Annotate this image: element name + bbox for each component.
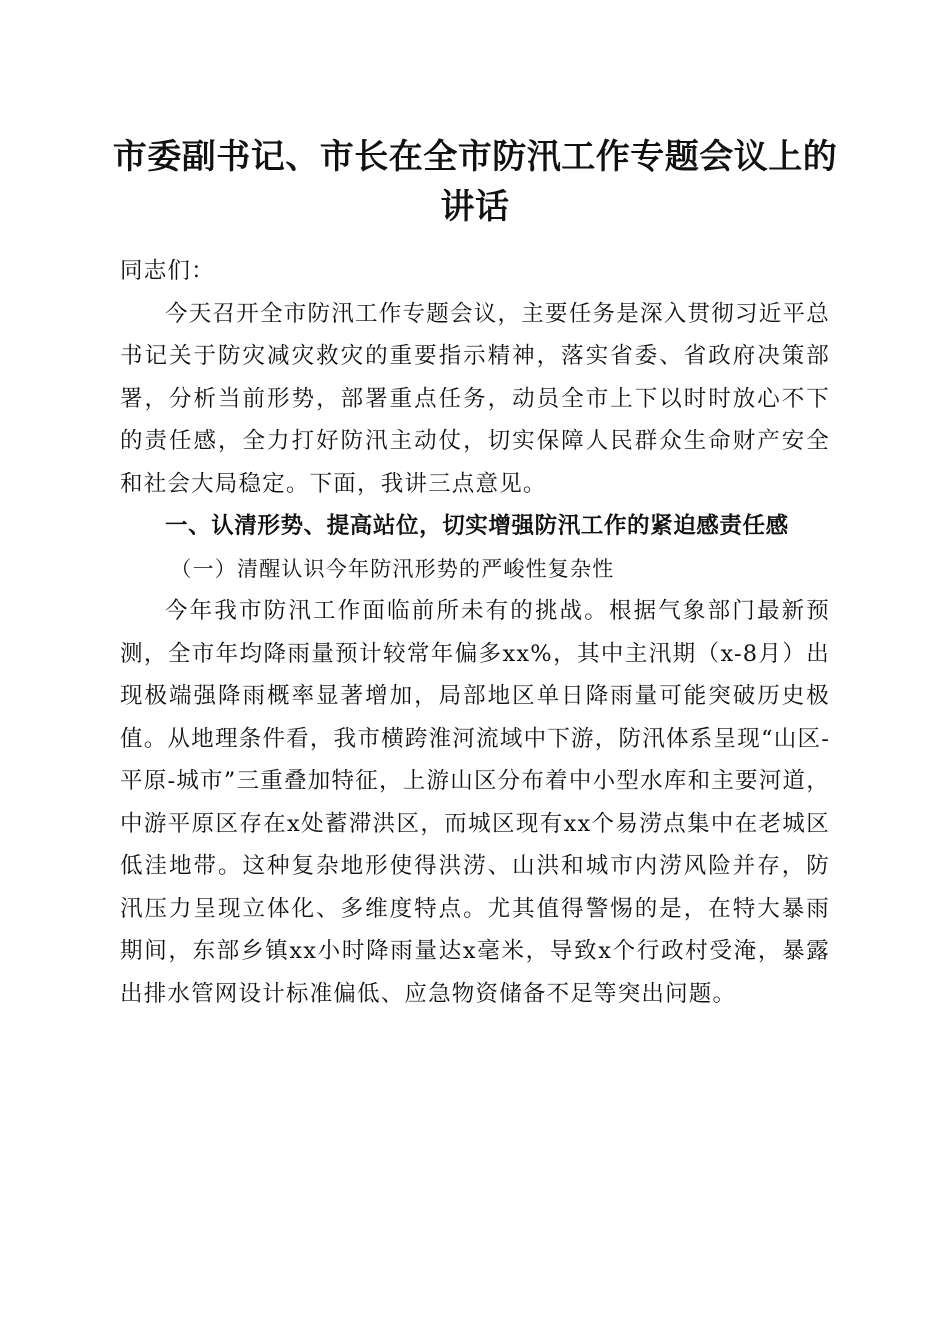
intro-paragraph: 今天召开全市防汛工作专题会议，主要任务是深入贯彻习近平总书记关于防灾减灾救灾的重要指示精神，落实省委、省政府决策部署，分析当前形势，部署重点任务，动员全市上下以时时放心不下的责任感，全力打好防汛主动仗，切实保障人民群众生命财产安全和社会大局稳定。下面，我讲三点意见。	[120, 300, 830, 497]
subsection-1-paragraph: 今年我市防汛工作面临前所未有的挑战。根据气象部门最新预测，全市年均降雨量预计较常年偏多xx%，其中主汛期（x-8月）出现极端强降雨概率显著增加，局部地区单日降雨量可能突破历史极值。从地理条件看，我市横跨淮河流域中下游，防汛体系呈现“山区-平原-城市”三重叠加特征，上游山区分布着中小型水库和主要河道，中游平原区存在x处蓄滞洪区，而城区现有xx个易涝点集中在老城区低洼地带。这种复杂地形使得洪涝、山洪和城市内涝风险并存，防汛压力呈现立体化、多维度特点。尤其值得警惕的是，在特大暴雨期间，东部乡镇xx小时降雨量达x毫米，导致x个行政村受淹，暴露出排水管网设计标准偏低、应急物资储备不足等突出问题。	[120, 598, 830, 1007]
salutation: 同志们：	[120, 258, 215, 284]
subsection-1-heading: （一）清醒认识今年防汛形势的严峻性复杂性	[170, 556, 615, 581]
document-title: 市委副书记、市长在全市防汛工作专题会议上的讲话	[112, 137, 838, 227]
section-1-heading: 一、认清形势、提高站位，切实增强防汛工作的紧迫感责任感	[165, 513, 789, 539]
document-body	[120, 250, 830, 1015]
